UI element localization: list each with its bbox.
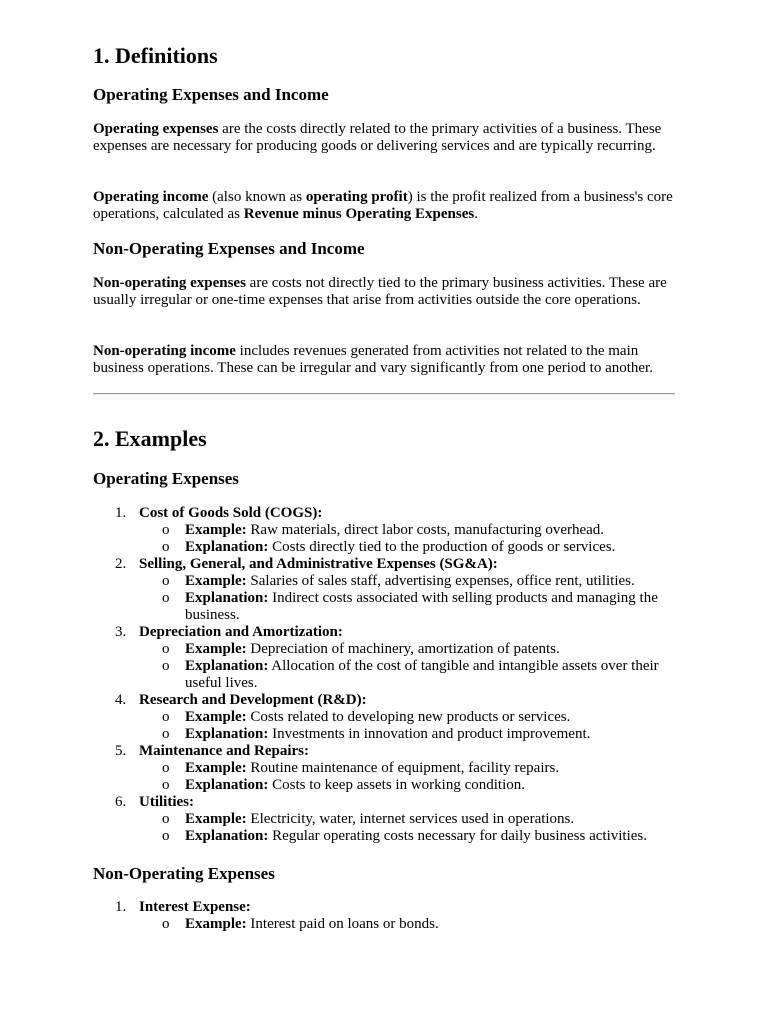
list-number: 4. <box>115 692 127 708</box>
bullet: o <box>162 641 170 657</box>
explanation-text: Costs to keep assets in working condition. <box>268 777 526 793</box>
example-label: Example: <box>185 522 247 538</box>
section-title-examples: 2. Examples <box>93 426 207 451</box>
paragraph-non-operating-expenses <box>93 275 678 309</box>
list-item-title: Interest Expense: <box>139 899 251 915</box>
paragraph-operating-income <box>93 189 678 223</box>
list-number: 1. <box>115 899 127 915</box>
term-non-operating-income: Non-operating income <box>93 343 236 359</box>
subheading-non-operating-expenses-and-income: Non-Operating Expenses and Income <box>93 239 365 258</box>
example-text: Costs related to developing new products or services. <box>246 709 571 725</box>
bullet: o <box>162 658 170 674</box>
list-number: 2. <box>115 556 127 572</box>
explanation-label: Explanation: <box>185 590 269 606</box>
example-item <box>139 709 683 726</box>
example-item <box>139 760 683 777</box>
term-operating-expenses: Operating expenses <box>93 121 219 137</box>
example-label: Example: <box>185 760 247 776</box>
bullet: o <box>162 726 170 742</box>
list-item-maintenance <box>93 743 683 794</box>
explanation-text: Indirect costs associated with selling products and managing the business. <box>185 590 658 623</box>
operating-expenses-list <box>93 505 683 845</box>
sub-list <box>139 709 683 743</box>
bullet: o <box>162 590 170 606</box>
section-divider <box>93 393 675 395</box>
example-label: Example: <box>185 811 247 827</box>
list-item-rnd <box>93 692 683 743</box>
example-text: Salaries of sales staff, advertising expenses, office rent, utilities. <box>246 573 635 589</box>
list-number: 1. <box>115 505 127 521</box>
explanation-label: Explanation: <box>185 777 269 793</box>
subheading-operating-expenses-and-income: Operating Expenses and Income <box>93 85 329 104</box>
list-item-title: Selling, General, and Administrative Expenses (SG&A): <box>139 556 498 572</box>
list-item-depreciation <box>93 624 683 692</box>
explanation-label: Explanation: <box>185 658 269 674</box>
bullet: o <box>162 811 170 827</box>
bullet: o <box>162 573 170 589</box>
explanation-item <box>139 658 683 692</box>
list-number: 5. <box>115 743 127 759</box>
example-item <box>139 641 683 658</box>
subheading-non-operating-expenses: Non-Operating Expenses <box>93 864 275 883</box>
list-item-sga <box>93 556 683 624</box>
non-operating-expenses-definition: are costs not directly tied to the primary business activities. These are usually irregular or one-time expenses that arise from activities outside the core operations. <box>93 275 667 308</box>
example-item <box>139 522 683 539</box>
example-text: Interest paid on loans or bonds. <box>246 916 439 932</box>
bullet: o <box>162 916 170 932</box>
example-item <box>139 573 683 590</box>
non-operating-income-definition: includes revenues generated from activities not related to the main business operations. These can be irregular and vary significantly from one period to another. <box>93 343 653 376</box>
bullet: o <box>162 760 170 776</box>
explanation-item <box>139 726 683 743</box>
list-item-title: Utilities: <box>139 794 194 810</box>
bullet: o <box>162 828 170 844</box>
sub-list <box>139 641 683 692</box>
example-text: Depreciation of machinery, amortization of patents. <box>246 641 560 657</box>
list-item-utilities <box>93 794 683 845</box>
example-text: Raw materials, direct labor costs, manufacturing overhead. <box>246 522 605 538</box>
explanation-item <box>139 828 683 845</box>
explanation-text: Investments in innovation and product improvement. <box>268 726 591 742</box>
example-text: Electricity, water, internet services used in operations. <box>246 811 575 827</box>
example-label: Example: <box>185 916 247 932</box>
paragraph-non-operating-income <box>93 343 678 377</box>
term-non-operating-expenses: Non-operating expenses <box>93 275 246 291</box>
list-item-title: Research and Development (R&D): <box>139 692 367 708</box>
list-number: 6. <box>115 794 127 810</box>
example-label: Example: <box>185 641 247 657</box>
operating-income-text-a: (also known as <box>208 189 306 205</box>
example-label: Example: <box>185 573 247 589</box>
sub-list <box>139 573 683 624</box>
operating-income-text-b: ) is the profit realized from a business's core operations, calculated as <box>93 189 673 222</box>
operating-expenses-definition: are the costs directly related to the primary activities of a business. These expenses are necessary for producing goods or delivering services and are typically recurring. <box>93 121 662 154</box>
term-operating-income: Operating income <box>93 189 209 205</box>
operating-income-text-c: . <box>474 206 478 222</box>
example-item <box>139 916 683 933</box>
explanation-label: Explanation: <box>185 828 269 844</box>
bullet: o <box>162 539 170 555</box>
sub-list <box>139 811 683 845</box>
explanation-item <box>139 777 683 794</box>
explanation-item <box>139 539 683 556</box>
sub-list <box>139 916 683 933</box>
paragraph-operating-expenses <box>93 121 678 155</box>
explanation-text: Allocation of the cost of tangible and intangible assets over their useful lives. <box>185 658 659 691</box>
bullet: o <box>162 709 170 725</box>
list-item-interest-expense <box>93 899 683 933</box>
sub-list <box>139 760 683 794</box>
list-item-title: Maintenance and Repairs: <box>139 743 309 759</box>
section-title-definitions: 1. Definitions <box>93 43 218 68</box>
non-operating-expenses-list <box>93 899 683 933</box>
explanation-text: Regular operating costs necessary for daily business activities. <box>268 828 648 844</box>
bullet: o <box>162 522 170 538</box>
list-item-cogs <box>93 505 683 556</box>
explanation-label: Explanation: <box>185 539 269 555</box>
sub-list <box>139 522 683 556</box>
operating-income-formula: Revenue minus Operating Expenses <box>243 206 475 222</box>
explanation-text: Costs directly tied to the production of goods or services. <box>268 539 616 555</box>
bullet: o <box>162 777 170 793</box>
list-number: 3. <box>115 624 127 640</box>
explanation-item <box>139 590 683 624</box>
explanation-label: Explanation: <box>185 726 269 742</box>
term-operating-profit: operating profit <box>305 189 408 205</box>
example-item <box>139 811 683 828</box>
example-label: Example: <box>185 709 247 725</box>
subheading-operating-expenses: Operating Expenses <box>93 469 239 488</box>
example-text: Routine maintenance of equipment, facility repairs. <box>246 760 560 776</box>
list-item-title: Depreciation and Amortization: <box>139 624 343 640</box>
list-item-title: Cost of Goods Sold (COGS): <box>139 505 323 521</box>
